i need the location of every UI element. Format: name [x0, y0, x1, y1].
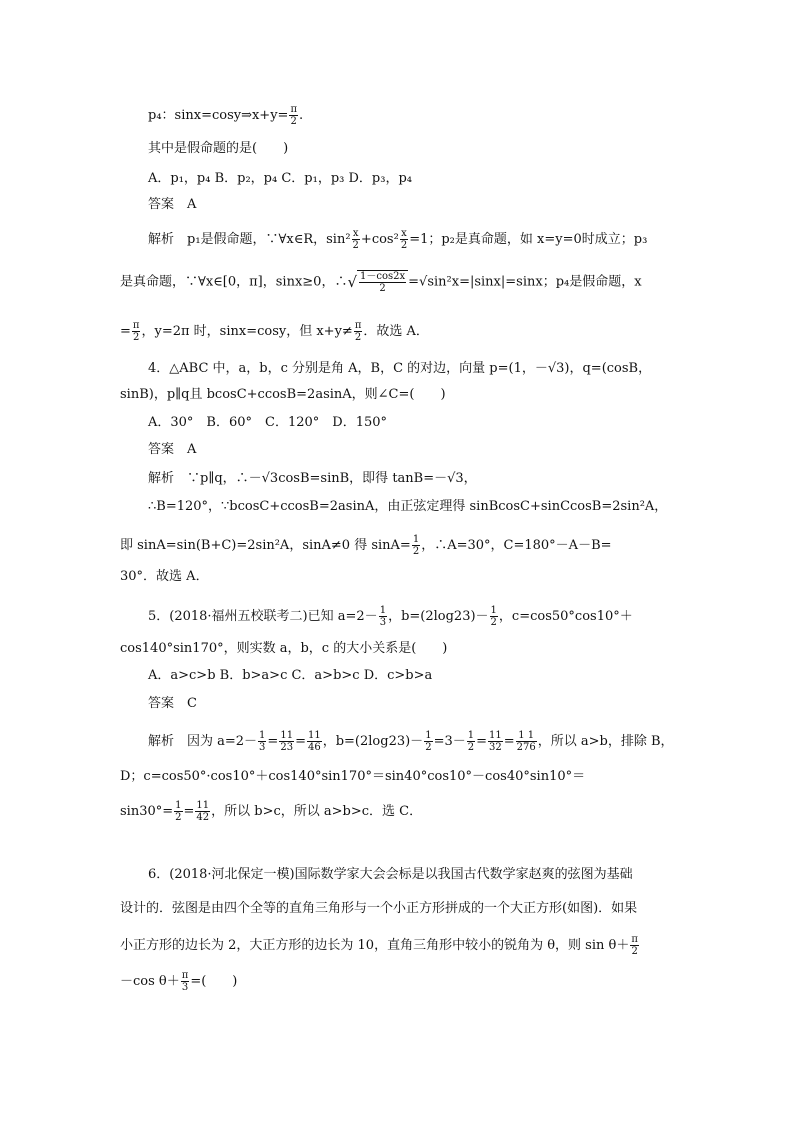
question-6-line4: [120, 970, 694, 993]
text: 5．(2018·福州五校联考二)已知 a=2－: [148, 609, 378, 624]
frac-num: 11: [489, 730, 502, 741]
solution-q5-line2: D；c=cos50°·cos10°＋cos140°sin170°＝sin40°cos10°－cos40°sin10°＝: [120, 769, 586, 784]
frac-num: π: [631, 934, 638, 945]
frac-den: 42: [196, 812, 210, 823]
text: =1；p₂是真命题，如 x=y=0时成立；p₃: [409, 232, 648, 247]
solution-q4-line3: [120, 534, 694, 557]
question-6-line3: [120, 934, 694, 957]
p4-text: p₄：sinx=cosy⇒x+y=: [148, 108, 289, 123]
text: 解析 p₁是假命题，∵∀x∈R，sin²: [148, 232, 351, 247]
frac-num: 1 1: [516, 730, 537, 742]
options-q4: A．30° B．60° C．120° D．150°: [148, 415, 388, 430]
frac-num: π: [181, 970, 189, 981]
text: ，所以 a>b，排除 B，: [537, 734, 674, 749]
options-q3: A．p₁，p₄ B．p₂，p₄ C．p₁，p₃ D．p₃，p₄: [148, 171, 412, 186]
frac-den: 2: [425, 742, 432, 753]
frac-num: 1: [425, 730, 432, 741]
question-5-line2: cos140°sin170°，则实数 a，b，c 的大小关系是( ): [120, 641, 448, 656]
frac-den: 2: [400, 240, 408, 251]
frac-den: 2: [631, 946, 638, 957]
text: =: [295, 734, 306, 749]
p4-end: .: [299, 108, 304, 123]
frac-num: 1: [412, 534, 420, 545]
text: =( ): [190, 974, 238, 989]
text: －cos θ＋: [120, 974, 180, 989]
frac-num: 11: [196, 800, 210, 811]
answer-q4: 答案 A: [148, 442, 197, 457]
frac-den: 2: [352, 240, 359, 251]
fraction: [195, 800, 210, 823]
frac-den: 2: [175, 812, 182, 823]
question-4-line1: 4．△ABC 中，a，b，c 分别是角 A，B，C 的对边，向量 p=(1，－√3)，q=(cosB，: [148, 361, 652, 376]
solution-q4-line1: 解析 ∵p∥q，∴－√3cosB=sinB，即得 tanB=－√3，: [148, 471, 477, 486]
solution-q4-line4: 30°．故选 A．: [120, 569, 209, 584]
fraction: [630, 934, 639, 957]
frac-den: 3: [379, 617, 387, 628]
frac-den: 2: [412, 546, 420, 557]
frac-den: 23: [280, 742, 294, 753]
answer-q3: 答案 A: [148, 197, 197, 212]
text: ，b=(2log23)－: [322, 734, 424, 749]
fraction: [412, 534, 420, 557]
frac-den: 3: [181, 982, 189, 993]
text: 小正方形的边长为 2，大正方形的边长为 10，直角三角形中较小的锐角为 θ，则 sin θ＋: [120, 938, 630, 953]
question-5-line1: [148, 605, 694, 628]
solution-q5-line1: [148, 730, 694, 753]
frac-den: 2: [133, 332, 140, 343]
fraction: [379, 605, 387, 628]
frac-den: 2: [354, 332, 362, 343]
sqrt-body: [357, 270, 408, 294]
text: +cos²: [360, 232, 399, 247]
text: =√sin²x=|sinx|=sinx；p₄是假命题，x: [408, 274, 642, 290]
text: sin30°=: [120, 804, 174, 819]
fraction: [132, 320, 141, 343]
solution-q3-line3: [120, 320, 694, 343]
solution-q5-line3: [120, 800, 694, 823]
frac-num: π: [290, 104, 298, 115]
text: 即 sinA=sin(B+C)=2sin²A，sinA≠0 得 sinA=: [120, 538, 411, 553]
fraction: [258, 730, 266, 753]
text: ，b=(2log23)－: [388, 609, 489, 624]
text: ，c=cos50°cos10°＋: [498, 609, 633, 624]
frac-num: 1: [467, 730, 475, 741]
fraction: [516, 730, 537, 753]
answer-q5: 答案 C: [148, 696, 197, 711]
fraction: [467, 730, 475, 753]
solution-q3-line1: [148, 228, 694, 251]
statement-p4: [148, 104, 694, 127]
text: =: [503, 734, 515, 749]
frac-num: π: [132, 320, 140, 331]
fraction: [352, 228, 360, 251]
fraction: [181, 970, 190, 993]
fraction: [424, 730, 432, 753]
frac-den: 2: [379, 283, 386, 294]
text: 是真命题，∵∀x∈[0，π]，sinx≥0，∴: [120, 274, 348, 290]
frac-num: 1－cos2x: [360, 271, 406, 282]
fraction: [307, 730, 322, 753]
frac-den: 46: [307, 742, 321, 753]
text: =: [476, 734, 488, 749]
frac-num: 11: [307, 730, 321, 741]
options-q5: A．a>c>b B．b>a>c C．a>b>c D．c>b>a: [148, 668, 433, 683]
solution-q4-line2: ∴B=120°，∵bcosC+ccosB=2asinA，由正弦定理得 sinBcosC+sinCcosB=2sin²A，: [148, 499, 668, 514]
question-prompt: 其中是假命题的是( ): [148, 141, 289, 156]
frac-den: 276: [516, 742, 536, 753]
question-4-line2: sinB)，p∥q且 bcosC+ccosB=2asinA，则∠C=( ): [120, 387, 446, 402]
frac-num: x: [352, 228, 359, 239]
text: ，∴A=30°，C=180°－A－B=: [421, 538, 612, 553]
radical-sign: √: [347, 273, 358, 291]
fraction: [279, 730, 294, 753]
solution-q3-line2: [120, 270, 694, 294]
frac-num: 11: [280, 730, 294, 741]
question-6-line2: 设计的．弦图是由四个全等的直角三角形与一个小正方形拼成的一个大正方形(如图)．如果: [120, 901, 638, 916]
frac-num: 1: [175, 800, 182, 811]
fraction: [354, 320, 363, 343]
text: =: [267, 734, 279, 749]
frac-den: 2: [490, 617, 497, 628]
frac-num: x: [401, 228, 407, 239]
frac-num: 1: [490, 605, 497, 616]
text: ，y=2π 时，sinx=cosy，但 x+y≠: [141, 324, 353, 339]
text: ，所以 b>c，所以 a>b>c．选 C．: [211, 804, 423, 819]
text: 解析 因为 a=2－: [148, 734, 258, 749]
text: =: [183, 804, 195, 819]
text: =3－: [433, 734, 466, 749]
frac-den: 2: [467, 742, 475, 753]
text: ．故选 A．: [363, 324, 429, 339]
text: =: [120, 324, 131, 339]
frac-den: 32: [489, 742, 502, 753]
frac-num: 1: [259, 730, 266, 741]
fraction: [174, 800, 182, 823]
frac-num: π: [354, 320, 362, 331]
fraction: [289, 104, 298, 127]
fraction: [400, 228, 408, 251]
frac-den: 2: [290, 116, 297, 127]
fraction: [490, 605, 498, 628]
frac-num: 1: [379, 605, 387, 616]
fraction: [488, 730, 503, 753]
fraction: [359, 271, 406, 294]
question-6-line1: 6．(2018·河北保定一模)国际数学家大会会标是以我国古代数学家赵爽的弦图为基础: [148, 867, 633, 882]
frac-den: 3: [259, 742, 266, 753]
